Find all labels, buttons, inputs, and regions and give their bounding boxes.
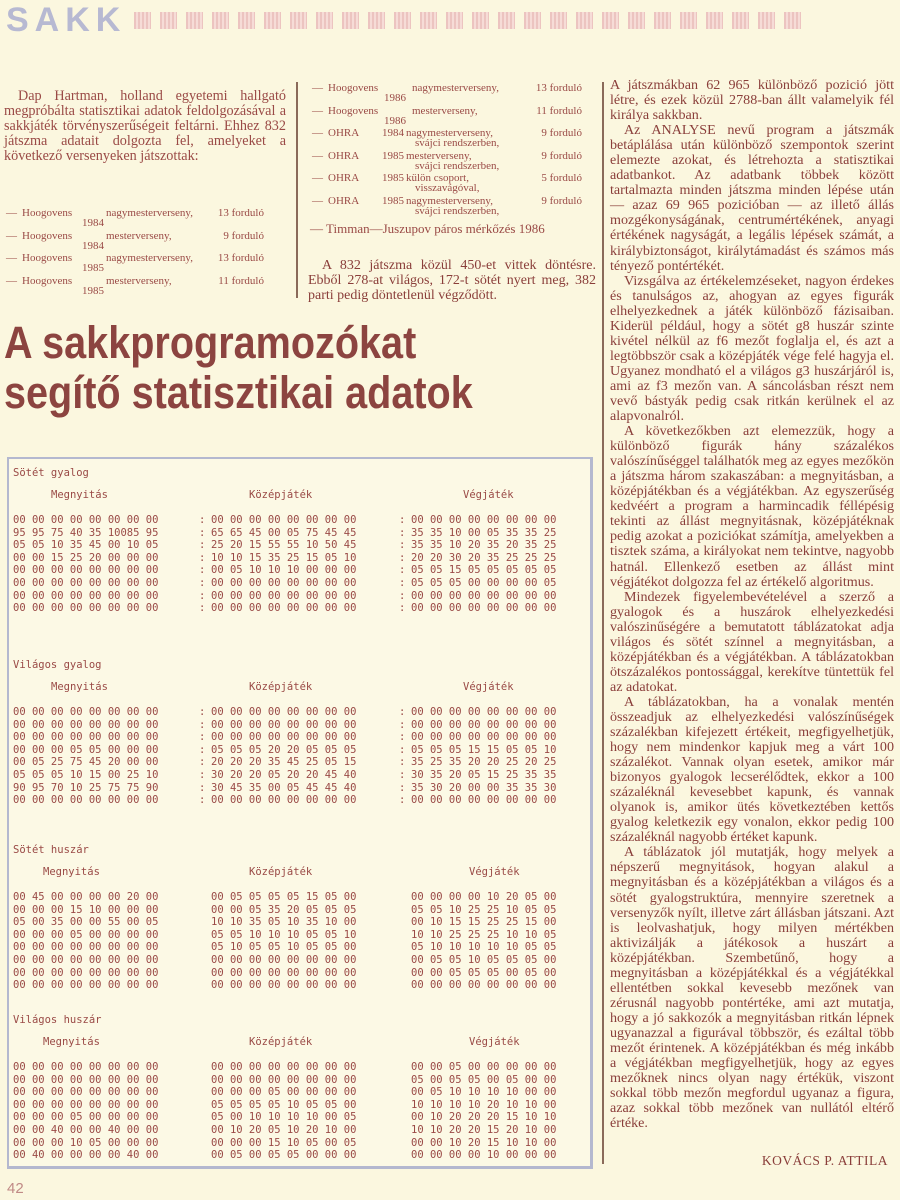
table-row: 00 00 00 00 00 00 00 00 bbox=[13, 514, 159, 526]
body-paragraph: A következőkben azt elemezzük, hogy a különböző figurák hány százalékos valószínűséggel találhatók meg az egyes mezőkön a játszma három szakaszában: a megnyitásban, a középjátékban és a végjátékban. Az egyszerűség kedvéért a program a harmincadik féllépésig tekinti az állást megnyitásnak, középjátéknak pedig azokat a poziciókat számítja, amelyekben a tisztek száma, a királyokat nem tekintve, nagyobb hatnál. Ellenkező esetben az állást mint végjátékot dolgozza fel az értékelő algoritmus. bbox=[610, 423, 894, 590]
table-row: 35 25 35 20 20 25 20 25 bbox=[411, 756, 557, 769]
decorative-blocks bbox=[134, 12, 801, 29]
table-row: 00 00 00 00 00 00 00 00 bbox=[211, 706, 357, 718]
tournament-item bbox=[312, 105, 600, 128]
table-grid-opening bbox=[13, 891, 158, 992]
tournament-item bbox=[312, 150, 600, 173]
table-row: 05 10 05 05 10 05 05 00 bbox=[211, 941, 357, 954]
table-row: 00 00 00 00 00 00 00 00 bbox=[13, 564, 159, 577]
table-row: 00 00 00 00 00 00 00 00 bbox=[211, 576, 357, 589]
table-row: 00 00 00 00 00 00 00 00 bbox=[411, 794, 557, 807]
decorative-block bbox=[602, 12, 619, 29]
table-row: 00 00 00 00 00 00 00 00 bbox=[411, 589, 557, 602]
table-row: 10 10 25 25 25 10 10 05 bbox=[411, 928, 557, 941]
table-grid-endgame bbox=[411, 891, 556, 992]
dash: — bbox=[6, 274, 17, 287]
table-row: 20 20 30 20 35 25 25 25 bbox=[411, 551, 557, 564]
table-row: 00 00 00 05 00 00 00 00 bbox=[13, 928, 159, 941]
phase-header: Megnyitás bbox=[51, 489, 108, 501]
dash: — bbox=[6, 229, 17, 242]
tournament-rounds: 13 forduló bbox=[535, 82, 582, 94]
table-row: 00 00 00 05 00 00 00 00 bbox=[211, 1086, 357, 1099]
table-row: 00 00 00 00 00 00 00 00 bbox=[13, 941, 159, 954]
table-row: 00 00 00 00 00 00 00 00 bbox=[411, 514, 557, 526]
decorative-block bbox=[134, 12, 151, 29]
table-row: 00 00 00 00 00 00 00 00 bbox=[13, 966, 159, 979]
phase-header: Középjáték bbox=[249, 489, 313, 501]
tournament-type: nagymesterverseny, bbox=[412, 82, 499, 94]
tournament-year: 1985 bbox=[382, 194, 404, 207]
body-paragraph: A táblázatokban, ha a vonalak mentén összeadjuk az elhelyezkedési valószínűségek százalékban kifejezett értékeit, megfigyelhetjük, hogy nem mindenkor kapjuk meg a várt 100 százalékot. Vannak olyan esetek, amikor már bizonyos gyalogok lecserélődtek, ekkor a 100 százaléknál kevesebbet kapunk, és vannak olyanok is, amikor ütés következtében kettős gyalog keletkezik egy vonalon, ekkor pedig 100 százaléknál nagyobb értéket kapunk. bbox=[610, 693, 894, 846]
tournament-name: Hoogovens bbox=[22, 274, 73, 287]
table-grid-opening bbox=[13, 514, 158, 615]
decorative-block bbox=[758, 12, 775, 29]
decorative-block bbox=[264, 12, 281, 29]
table-title: Világos gyalog bbox=[13, 659, 102, 671]
table-grid-opening bbox=[13, 706, 158, 807]
table-row: 00 00 00 00 00 00 00 00 bbox=[13, 602, 159, 615]
decorative-block bbox=[732, 12, 749, 29]
table-row: 00 00 05 00 00 00 00 00 bbox=[411, 1061, 557, 1073]
tournament-year: 1985 bbox=[382, 149, 404, 162]
decorative-block bbox=[680, 12, 697, 29]
phase-header: Középjáték bbox=[249, 1036, 313, 1048]
decorative-block bbox=[524, 12, 541, 29]
body-paragraph: A táblázatok jól mutatják, hogy melyek a népszerű megnyitások, hogyan alakul a megnyitásban és a középjátékban a világos és a sötét gyalogstruktúra, mennyire szeretnek a versenyzők nyílt, illetve zárt állásban játszani. Azt is leolvashatjuk, hogy milyen mértékben aktivizálják a játékosok a huszárt a középjátékban. Szembetűnő, hogy a megnyitásban a középjátékkal és a végjátékkal ellentétben sokkal kevesebb mezőnek van zérusnál nagyobb pontértéke, ami azt mutatja, hogy a jó sakkozók a megnyitásban ritkán lépnek ugyanazzal a figurával többször, és ezáltal több mezőt érintenek. A középjátékban és még inkább a végjátékban megfigyelhetjük, hogy az egyes mezőknek nincs olyan nagy értékük, viszont sokkal több mezőn megfordul ugyanaz a figura, azaz sokkal több mezőnek van nullától eltérő értéke. bbox=[610, 844, 894, 1132]
table-row: 00 00 40 00 00 40 00 00 bbox=[13, 1123, 159, 1136]
table-row: 00 00 00 00 00 00 00 00 bbox=[411, 718, 557, 731]
tournament-rounds: 13 forduló bbox=[217, 252, 264, 264]
tournament-rounds: 9 forduló bbox=[541, 127, 582, 139]
table-row: 05 00 10 10 10 10 00 05 bbox=[211, 1111, 357, 1124]
tournament-year: 1984 bbox=[82, 239, 104, 252]
phase-header: Végjáték bbox=[463, 681, 514, 693]
article-title bbox=[4, 318, 523, 418]
phase-header: Végjáték bbox=[469, 1036, 520, 1048]
table-row: 00 00 00 00 00 00 00 00 bbox=[13, 589, 159, 602]
decorative-block bbox=[446, 12, 463, 29]
table-grid-endgame bbox=[411, 1061, 556, 1162]
table-title: Világos huszár bbox=[13, 1014, 102, 1026]
tournament-rounds: 13 forduló bbox=[217, 207, 264, 219]
table-row: 05 00 35 00 00 55 00 05 bbox=[13, 916, 159, 929]
phase-header: Végjáték bbox=[463, 489, 514, 501]
table-row: 05 05 05 10 15 00 25 10 bbox=[13, 768, 159, 781]
tables-panel bbox=[7, 457, 593, 1169]
decorative-block bbox=[238, 12, 255, 29]
tournament-name: OHRA bbox=[328, 172, 360, 184]
table-row: 10 10 15 35 25 15 05 10 bbox=[211, 551, 357, 564]
column-divider bbox=[602, 82, 604, 1164]
decorative-block bbox=[654, 12, 671, 29]
tournament-timman: — Timman—Juszupov páros mérkőzés 1986 bbox=[310, 221, 545, 236]
decorative-block bbox=[368, 12, 385, 29]
table-row: 00 00 00 00 00 00 00 00 bbox=[13, 1098, 159, 1111]
decorative-block bbox=[290, 12, 307, 29]
body-paragraph: Mindezek figyelembevételével a szerző a gyalogok és a huszárok elhelyezkedési valószinűségére a bemutatott táblázatokat adja világos és sötét színnel a megnyitásban, a középjátékban és a végjátékban. A táblázatokban ötszázalékos pontossággal, kerekítve tüntettük fel az adatokat. bbox=[610, 588, 894, 695]
decorative-block bbox=[316, 12, 333, 29]
table-row: 00 00 00 00 00 00 00 00 bbox=[13, 979, 159, 992]
tournament-rounds: 11 forduló bbox=[536, 104, 582, 117]
body-paragraph: A játszmákban 62 965 különböző pozició jött létre, és ezek közül 2788-ban állt valamelyik fél királya sakkban. bbox=[610, 77, 894, 124]
table-row: 90 95 70 10 25 75 75 90 bbox=[13, 781, 159, 794]
tournament-rounds: 9 forduló bbox=[223, 229, 264, 242]
tournament-item bbox=[312, 82, 600, 105]
table-row: 00 10 15 15 25 25 15 00 bbox=[411, 916, 557, 929]
tournament-type: mesterverseny, bbox=[106, 229, 172, 242]
table-row: 00 00 00 00 00 00 00 00 bbox=[13, 794, 159, 807]
phase-header: Végjáték bbox=[469, 866, 520, 878]
table-row: 30 45 35 00 05 45 45 40 bbox=[211, 781, 357, 794]
tournament-list-right bbox=[312, 82, 600, 217]
table-row: 00 05 25 75 45 20 00 00 bbox=[13, 756, 159, 769]
dash: — bbox=[312, 127, 323, 139]
table-row: 00 00 05 05 05 00 05 00 bbox=[411, 966, 557, 979]
table-row: 00 00 00 00 00 00 00 00 bbox=[211, 794, 357, 807]
table-row: 00 00 00 05 00 00 00 00 bbox=[13, 1111, 159, 1124]
dash: — bbox=[6, 252, 17, 264]
table-row: 00 00 15 25 20 00 00 00 bbox=[13, 551, 159, 564]
table-row: 25 20 15 55 55 10 50 45 bbox=[211, 539, 357, 552]
tournament-year: 1984 bbox=[82, 217, 104, 229]
tournament-item bbox=[6, 207, 290, 230]
table-row: 00 05 00 05 05 00 00 00 bbox=[211, 1149, 357, 1162]
tournament-rounds: 11 forduló bbox=[218, 274, 264, 287]
table-row: 00 00 00 00 00 00 00 00 bbox=[13, 706, 159, 718]
column-separator: : : : : : : : : bbox=[199, 514, 206, 615]
tournament-type: nagymesterverseny, bbox=[406, 127, 493, 139]
right-column-text bbox=[610, 78, 894, 1131]
table-row: 00 00 10 20 15 10 10 00 bbox=[411, 1136, 557, 1149]
table-row: 00 00 00 00 00 00 00 00 bbox=[411, 731, 557, 744]
column-divider bbox=[296, 82, 298, 298]
table-grid-middlegame bbox=[211, 706, 356, 807]
table-row: 00 10 20 05 10 20 10 00 bbox=[211, 1123, 357, 1136]
table-grid-opening bbox=[13, 1061, 158, 1162]
table-row: 00 00 00 00 00 00 00 00 bbox=[211, 979, 357, 992]
table-row: 00 00 00 00 00 00 00 00 bbox=[211, 953, 357, 966]
table-row: 00 00 00 00 00 00 00 00 bbox=[211, 966, 357, 979]
table-row: 00 00 00 00 00 00 00 00 bbox=[211, 718, 357, 731]
tournament-item bbox=[312, 127, 600, 150]
table-row: 00 05 05 05 05 15 05 00 bbox=[211, 891, 357, 903]
table-row: 00 00 00 00 00 00 00 00 bbox=[13, 1061, 159, 1073]
tournament-format: svájci rendszerben, bbox=[415, 159, 500, 172]
table-title: Sötét gyalog bbox=[13, 467, 89, 479]
decorative-block bbox=[784, 12, 801, 29]
tournament-item bbox=[312, 195, 600, 218]
table-row: 00 00 00 00 00 00 00 00 bbox=[411, 602, 557, 615]
table-row: 00 00 00 00 00 00 00 00 bbox=[13, 731, 159, 744]
tournament-format: visszavágóval, bbox=[415, 182, 480, 194]
table-row: 00 00 05 35 20 05 05 05 bbox=[211, 903, 357, 916]
tournament-rounds: 9 forduló bbox=[541, 149, 582, 162]
table-row: 00 05 10 10 10 10 00 00 bbox=[411, 1086, 557, 1099]
author: KOVÁCS P. ATTILA bbox=[761, 1153, 888, 1168]
tournament-name: Hoogovens bbox=[22, 252, 73, 264]
table-grid-endgame bbox=[411, 706, 556, 807]
dash: — bbox=[312, 82, 323, 94]
results-paragraph: A 832 játszma közül 450-et vittek döntésre. Ebből 278-at világos, 172-t sötét nyert meg, 382 parti pedig döntetlenül végződött. bbox=[308, 258, 596, 303]
tournament-name: OHRA bbox=[328, 149, 360, 162]
table-row: 05 05 05 15 15 05 05 10 bbox=[411, 743, 557, 756]
dash: — bbox=[312, 104, 323, 117]
title-line: segítő statisztikai adatok bbox=[4, 367, 473, 418]
table-row: 00 10 20 20 20 15 10 10 bbox=[411, 1111, 557, 1124]
dash: — bbox=[6, 207, 17, 219]
table-row: 00 00 00 15 10 05 00 05 bbox=[211, 1136, 357, 1149]
phase-header: Megnyitás bbox=[43, 1036, 100, 1048]
page-number: 42 bbox=[7, 1180, 24, 1197]
tournament-type: nagymesterverseny, bbox=[106, 207, 193, 219]
table-row: 35 30 20 00 00 35 35 30 bbox=[411, 781, 557, 794]
section-title: SAKK bbox=[6, 0, 127, 39]
dash: — bbox=[312, 172, 323, 184]
table-row: 00 05 10 10 10 00 00 00 bbox=[211, 564, 357, 577]
table-grid-endgame bbox=[411, 514, 556, 615]
tournament-name: Hoogovens bbox=[328, 104, 379, 117]
tournament-type: mesterverseny, bbox=[106, 274, 172, 287]
tournament-name: OHRA bbox=[328, 194, 360, 207]
tournament-format: svájci rendszerben, bbox=[415, 137, 500, 149]
tournament-name: Hoogovens bbox=[22, 229, 73, 242]
table-grid-middlegame bbox=[211, 1061, 356, 1162]
table-row: 35 35 10 20 35 20 35 25 bbox=[411, 539, 557, 552]
tournament-type: nagymesterverseny, bbox=[406, 194, 493, 207]
table-row: 00 00 00 00 00 00 00 00 bbox=[211, 514, 357, 526]
section-header bbox=[6, 0, 896, 40]
tournament-year: 1984 bbox=[382, 127, 404, 139]
decorative-block bbox=[186, 12, 203, 29]
table-row: 05 00 05 05 00 05 00 00 bbox=[411, 1073, 557, 1086]
tournament-format: svájci rendszerben, bbox=[415, 204, 500, 217]
table-row: 10 10 10 10 20 10 10 00 bbox=[411, 1098, 557, 1111]
decorative-block bbox=[394, 12, 411, 29]
decorative-block bbox=[576, 12, 593, 29]
tournament-rounds: 9 forduló bbox=[541, 194, 582, 207]
column-separator: : : : : : : : : bbox=[399, 706, 406, 807]
table-row: 05 10 10 10 10 10 05 05 bbox=[411, 941, 557, 954]
table-row: 05 05 10 10 10 05 05 10 bbox=[211, 928, 357, 941]
decorative-block bbox=[550, 12, 567, 29]
tournament-type: külön csoport, bbox=[406, 172, 469, 184]
tournament-year: 1985 bbox=[82, 262, 104, 274]
tournament-type: mesterverseny, bbox=[412, 104, 478, 117]
table-row: 05 05 05 05 10 05 05 00 bbox=[211, 1098, 357, 1111]
tournament-year: 1986 bbox=[384, 92, 406, 104]
table-row: 00 00 00 15 10 00 00 00 bbox=[13, 903, 159, 916]
table-row: 00 00 00 00 00 00 00 00 bbox=[13, 1073, 159, 1086]
table-row: 20 20 20 35 45 25 05 15 bbox=[211, 756, 357, 769]
phase-header: Középjáték bbox=[249, 681, 313, 693]
table-row: 00 00 00 00 00 00 00 00 bbox=[13, 718, 159, 731]
table-row: 00 00 00 00 10 20 05 00 bbox=[411, 891, 557, 903]
table-grid-middlegame bbox=[211, 891, 356, 992]
table-row: 00 00 00 00 00 00 00 00 bbox=[211, 589, 357, 602]
tournament-list-left bbox=[6, 207, 290, 297]
table-row: 00 00 00 00 00 00 00 00 bbox=[411, 979, 557, 992]
table-row: 00 00 00 00 00 00 00 00 bbox=[211, 602, 357, 615]
tournament-name: OHRA bbox=[328, 127, 360, 139]
phase-header: Megnyitás bbox=[43, 866, 100, 878]
table-grid-middlegame bbox=[211, 514, 356, 615]
table-row: 10 10 20 20 15 20 10 00 bbox=[411, 1123, 557, 1136]
table-row: 05 05 10 25 25 10 05 05 bbox=[411, 903, 557, 916]
column-separator: : : : : : : : : bbox=[199, 706, 206, 807]
tournament-item bbox=[6, 230, 290, 253]
title-line: A sakkprogramozókat bbox=[4, 317, 417, 368]
table-row: 00 00 00 00 00 00 00 00 bbox=[211, 731, 357, 744]
table-row: 00 00 00 00 00 00 00 00 bbox=[13, 953, 159, 966]
table-row: 05 05 10 35 45 00 10 05 bbox=[13, 539, 159, 552]
decorative-block bbox=[342, 12, 359, 29]
phase-header: Középjáték bbox=[249, 866, 313, 878]
tournament-name: Hoogovens bbox=[328, 82, 379, 94]
decorative-block bbox=[706, 12, 723, 29]
table-row: 05 05 05 00 00 00 00 05 bbox=[411, 576, 557, 589]
table-row: 95 95 75 40 35 10085 95 bbox=[13, 526, 159, 539]
table-row: 00 40 00 00 00 00 40 00 bbox=[13, 1149, 159, 1162]
decorative-block bbox=[472, 12, 489, 29]
tournament-item bbox=[6, 252, 290, 275]
tournament-year: 1985 bbox=[82, 284, 104, 297]
table-row: 00 00 00 00 00 00 00 00 bbox=[211, 1073, 357, 1086]
table-row: 00 00 00 05 05 00 00 00 bbox=[13, 743, 159, 756]
tournament-year: 1986 bbox=[384, 114, 406, 127]
body-paragraph: Vizsgálva az értékelemzéseket, nagyon érdekes és tanulságos az, ahogyan az egyes figurák elhelyezkednek a játék különböző fázisaiban. Kiderül például, hogy a sötét g8 huszár szinte kivétel nélkül az f6 mezőt foglalja el, és azt a legtöbbször csak a középjáték vége felé hagyja el. Ugyanez mondható el a világos g3 huszárjáról is, ami az f3 mezőn van. A sáncolásban részt nem vevő bástyák pedig csak ritkán kerülnek el az alapvonalról. bbox=[610, 272, 894, 425]
decorative-block bbox=[498, 12, 515, 29]
table-row: 05 05 15 05 05 05 05 05 bbox=[411, 564, 557, 577]
dash: — bbox=[312, 149, 323, 162]
tournament-item bbox=[312, 172, 600, 195]
table-row: 65 65 45 00 05 75 45 45 bbox=[211, 526, 357, 539]
table-row: 30 35 20 05 15 25 35 35 bbox=[411, 768, 557, 781]
table-row: 00 00 00 00 00 00 00 00 bbox=[411, 706, 557, 718]
table-row: 00 00 00 00 00 00 00 00 bbox=[13, 1086, 159, 1099]
table-row: 00 45 00 00 00 00 20 00 bbox=[13, 891, 159, 903]
dash: — bbox=[312, 194, 323, 207]
tournament-item bbox=[6, 275, 290, 298]
decorative-block bbox=[212, 12, 229, 29]
decorative-block bbox=[628, 12, 645, 29]
tournament-type: mesterverseny, bbox=[406, 149, 472, 162]
phase-header: Megnyitás bbox=[51, 681, 108, 693]
decorative-block bbox=[160, 12, 177, 29]
table-row: 00 05 05 10 05 05 05 00 bbox=[411, 953, 557, 966]
table-title: Sötét huszár bbox=[13, 844, 89, 856]
table-row: 10 10 35 05 10 35 10 00 bbox=[211, 916, 357, 929]
table-row: 30 20 20 05 20 20 45 40 bbox=[211, 768, 357, 781]
intro-paragraph: Dap Hartman, holland egyetemi hallgató megpróbálta statisztikai adatok feldolgozásával a sakkjáték törvényszerűségeit feltárni. Ehhez 832 játszma adatait dolgozta fel, amelyeket a következő versenyeken játszottak: bbox=[4, 88, 286, 164]
tournament-year: 1985 bbox=[382, 172, 404, 184]
table-row: 05 05 05 20 20 05 05 05 bbox=[211, 743, 357, 756]
tournament-name: Hoogovens bbox=[22, 207, 73, 219]
table-row: 00 00 00 00 00 00 00 00 bbox=[13, 576, 159, 589]
column-separator: : : : : : : : : bbox=[399, 514, 406, 615]
tournament-rounds: 5 forduló bbox=[541, 172, 582, 184]
body-paragraph: Az ANALYSE nevű program a játszmák betáplálása után különböző szempontok szerint elemezte azokat, és létrehozta a statisztikai adatbankot. Az adatbank többek között tartalmazta minden játszma minden lépése után — azaz 69 965 pozicióban — az illető állás mozgékonyságának, centrumértékének, anyagi értékének nagyságát, a legális lépések számát, a királybiztonságot, királytámadást és számos más tényező pontértékét. bbox=[610, 122, 894, 274]
decorative-block bbox=[420, 12, 437, 29]
table-row: 00 00 00 00 10 00 00 00 bbox=[411, 1149, 557, 1162]
table-row: 00 00 00 00 00 00 00 00 bbox=[211, 1061, 357, 1073]
table-row: 00 00 00 10 05 00 00 00 bbox=[13, 1136, 159, 1149]
table-row: 35 35 10 00 05 35 35 25 bbox=[411, 526, 557, 539]
tournament-type: nagymesterverseny, bbox=[106, 252, 193, 264]
